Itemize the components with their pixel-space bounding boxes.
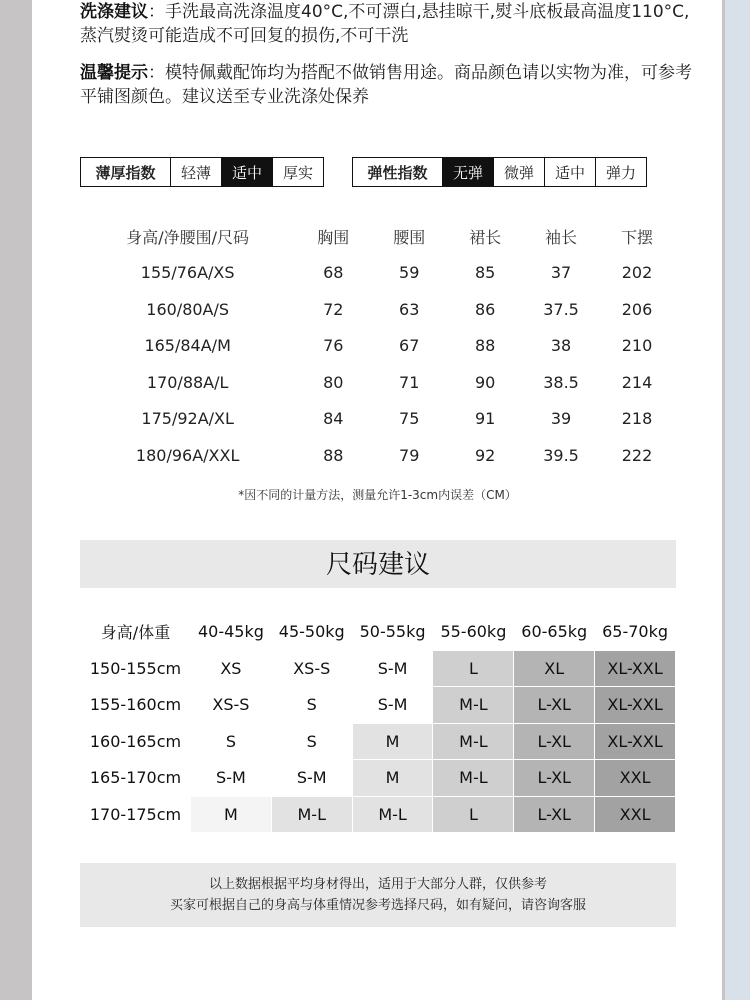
advice-row (81, 796, 676, 833)
thickness-option-medium: 适中 (221, 157, 273, 187)
advice-size-cell: XXL (595, 796, 676, 833)
advice-header-cell: 50-55kg (352, 614, 433, 651)
size-table-cell: 67 (399, 336, 420, 356)
advice-header-cell: 45-50kg (271, 614, 352, 651)
advice-row (81, 760, 676, 797)
size-table-cell: 90 (474, 372, 496, 392)
size-table-row (80, 328, 675, 365)
advice-size-cell: L-XL (514, 760, 595, 797)
tip-label: 温馨提示 (80, 63, 148, 83)
advice-size-cell: M-L (433, 760, 514, 797)
size-table-cell: 85 (474, 263, 496, 283)
advice-height-cell: 160-165cm (81, 723, 191, 760)
advice-size-cell: M-L (433, 723, 514, 760)
elasticity-label: 弹性指数 (352, 157, 443, 187)
size-table-cell: 92 (474, 445, 496, 465)
size-table-cell: 79 (399, 445, 420, 465)
size-table-cell: 63 (399, 299, 420, 319)
size-table-header-cell: 腰围 (393, 227, 426, 247)
size-table-cell: 68 (323, 263, 344, 283)
size-table-cell: 72 (323, 299, 344, 319)
size-table-cell: 155/76A/XS (140, 263, 235, 283)
advice-size-cell: XS (191, 650, 272, 687)
wash-advice-label: 洗涤建议 (80, 2, 148, 22)
advice-size-cell: S (191, 723, 272, 760)
advice-size-cell: XL-XXL (595, 650, 676, 687)
advice-size-cell: L-XL (514, 687, 595, 724)
size-table-row (80, 291, 675, 328)
elasticity-option-medium: 适中 (544, 157, 596, 187)
size-table-cell: 210 (621, 336, 653, 356)
size-table-cell: 75 (399, 409, 420, 429)
advice-size-cell: M-L (433, 687, 514, 724)
elasticity-option-slight: 微弹 (493, 157, 545, 187)
advice-size-cell: S-M (191, 760, 272, 797)
advice-size-cell: M (191, 796, 272, 833)
size-table-cell: 39 (550, 409, 572, 429)
advice-size-cell: L (433, 796, 514, 833)
advice-size-cell: XL-XXL (595, 687, 676, 724)
size-table-header-cell: 裙长 (469, 227, 502, 247)
footer-line-1: 以上数据根据平均身材得出，适用于大部分人群，仅供参考 (208, 877, 547, 892)
size-table-cell: 88 (323, 445, 344, 465)
thickness-option-light: 轻薄 (170, 157, 222, 187)
thickness-label: 薄厚指数 (80, 157, 171, 187)
advice-size-cell: M-L (271, 796, 352, 833)
advice-size-cell: M (352, 760, 433, 797)
size-table-cell: 206 (621, 299, 653, 319)
wash-advice-text: ：手洗最高洗涤温度40°C,不可漂白,悬挂晾干,熨斗底板最高温度110°C,蒸汽熨烫可能造成不可回复的损伤,不可干洗 (80, 2, 690, 46)
size-advice-table (80, 613, 676, 833)
advice-size-cell: L (433, 650, 514, 687)
wash-advice (80, 0, 700, 48)
size-table-cell: 59 (399, 263, 420, 283)
size-advice-footer (80, 863, 676, 927)
advice-header-cell: 60-65kg (514, 614, 595, 651)
size-table-header-cell: 胸围 (317, 227, 350, 247)
advice-size-cell: S (271, 687, 352, 724)
size-table-cell: 170/88A/L (146, 372, 229, 392)
advice-size-cell: XL (514, 650, 595, 687)
size-table-cell: 214 (621, 372, 653, 392)
size-measurement-table (80, 218, 675, 474)
elasticity-option-stretch: 弹力 (595, 157, 647, 187)
advice-size-cell: S (271, 723, 352, 760)
size-table-cell: 175/92A/XL (141, 409, 234, 429)
advice-height-cell: 150-155cm (81, 650, 191, 687)
advice-size-cell: XXL (595, 760, 676, 797)
advice-header-cell: 身高/体重 (81, 614, 191, 651)
size-table-cell: 88 (474, 336, 496, 356)
size-table-cell: 38.5 (543, 372, 579, 392)
size-advice-title: 尺码建议 (80, 540, 676, 588)
size-table-cell: 37.5 (543, 299, 579, 319)
footer-line-2: 买家可根据自己的身高与体重情况参考选择尺码，如有疑问，请咨询客服 (169, 898, 586, 913)
size-table-cell: 71 (399, 372, 420, 392)
size-table-header-cell: 身高/净腰围/尺码 (126, 227, 250, 247)
advice-size-cell: M (352, 723, 433, 760)
size-table-cell: 180/96A/XXL (135, 445, 240, 465)
size-table-cell: 160/80A/S (146, 299, 230, 319)
advice-size-cell: S-M (352, 687, 433, 724)
advice-size-cell: M-L (352, 796, 433, 833)
advice-size-cell: XL-XXL (595, 723, 676, 760)
size-table-row (80, 401, 675, 438)
size-table-cell: 39.5 (543, 445, 579, 465)
size-table-cell: 84 (323, 409, 344, 429)
tip-notice (80, 61, 700, 109)
measurement-note: *因不同的计量方法，测量允许1-3cm内误差（CM） (238, 488, 517, 502)
size-table-cell: 218 (621, 409, 653, 429)
size-table-cell: 222 (621, 445, 653, 465)
advice-row (81, 723, 676, 760)
right-edge-strip (725, 0, 750, 1000)
size-table-header-cell: 下摆 (621, 227, 654, 247)
tip-text: ：模特佩戴配饰均为搭配不做销售用途。商品颜色请以实物为准，可参考平铺图颜色。建议送至专业洗涤处保养 (80, 63, 692, 107)
advice-row (81, 650, 676, 687)
size-table-cell: 86 (474, 299, 496, 319)
size-table-cell: 165/84A/M (144, 336, 231, 356)
advice-size-cell: XS-S (191, 687, 272, 724)
advice-size-cell: S-M (352, 650, 433, 687)
elasticity-option-none: 无弹 (442, 157, 494, 187)
advice-header-cell: 65-70kg (595, 614, 676, 651)
advice-size-cell: S-M (271, 760, 352, 797)
advice-size-cell: L-XL (514, 796, 595, 833)
advice-header-cell: 55-60kg (433, 614, 514, 651)
size-table-cell: 202 (621, 263, 653, 283)
advice-header-row (81, 614, 676, 651)
size-table-header-row (80, 218, 675, 255)
size-table-row (80, 437, 675, 474)
advice-height-cell: 170-175cm (81, 796, 191, 833)
size-table-row (80, 255, 675, 292)
size-table-row (80, 364, 675, 401)
size-table-cell: 38 (550, 336, 572, 356)
elasticity-index (352, 157, 646, 185)
size-table-cell: 76 (323, 336, 344, 356)
size-table-header-cell: 袖长 (545, 227, 578, 247)
advice-height-cell: 165-170cm (81, 760, 191, 797)
size-table-cell: 80 (323, 372, 344, 392)
advice-header-cell: 40-45kg (191, 614, 272, 651)
size-table-cell: 91 (474, 409, 496, 429)
thickness-option-thick: 厚实 (272, 157, 324, 187)
advice-height-cell: 155-160cm (81, 687, 191, 724)
size-table-cell: 37 (550, 263, 572, 283)
advice-row (81, 687, 676, 724)
advice-size-cell: L-XL (514, 723, 595, 760)
thickness-index (80, 157, 323, 185)
advice-size-cell: XS-S (271, 650, 352, 687)
